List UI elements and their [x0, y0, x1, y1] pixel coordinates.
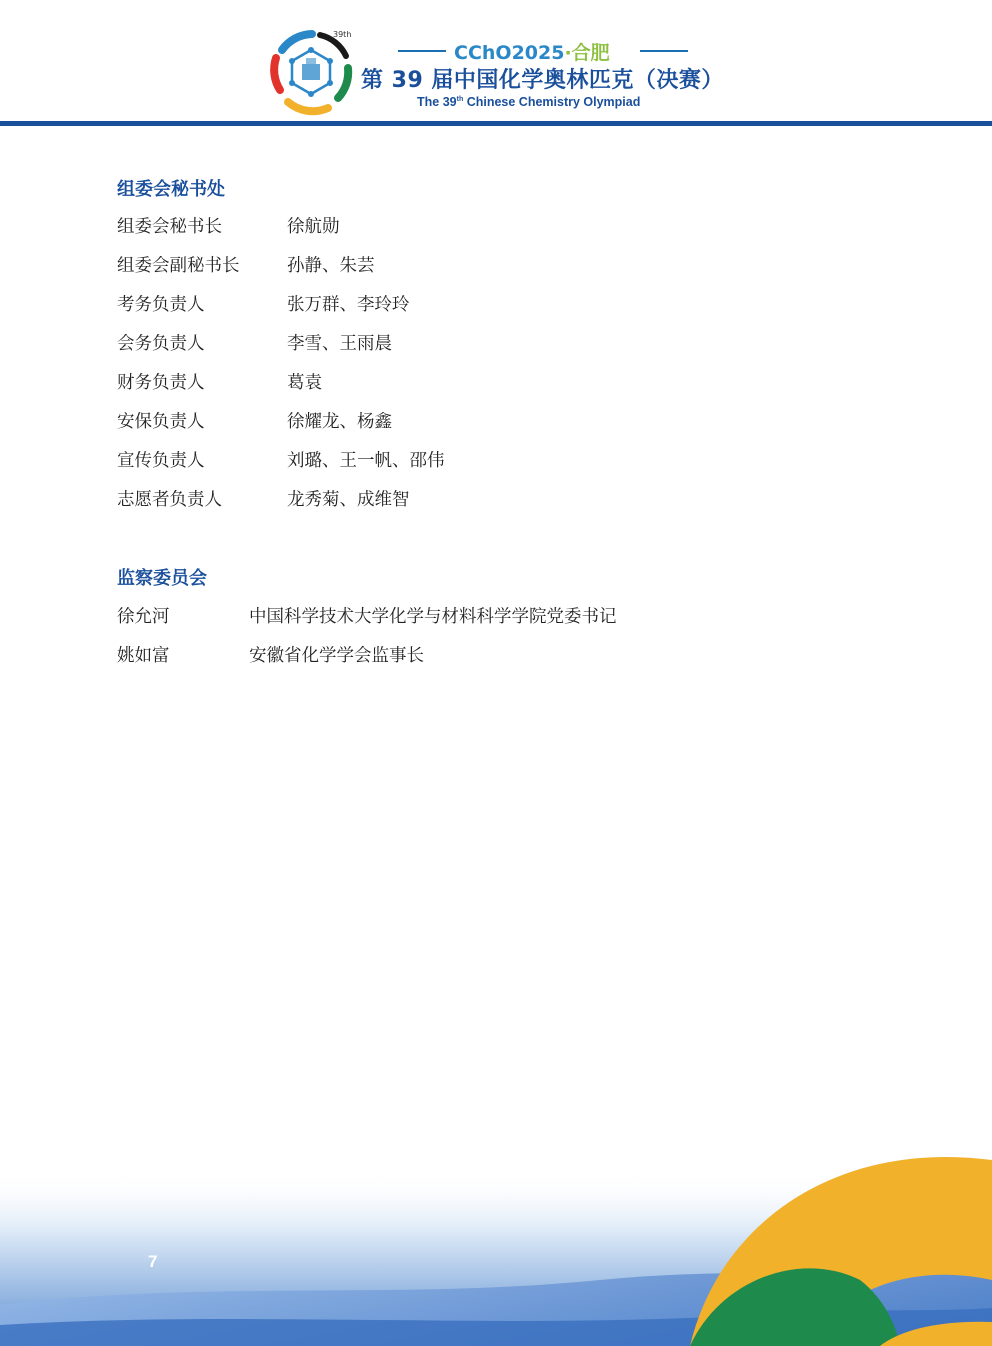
role-names: 孙静、朱芸	[287, 256, 375, 276]
role-label: 宣传负责人	[117, 451, 205, 471]
role-label: 财务负责人	[117, 373, 205, 393]
title-en	[417, 95, 640, 109]
member-name: 姚如富	[117, 646, 170, 666]
brand-dot: ·	[564, 42, 572, 64]
brand-dash-right	[640, 50, 688, 52]
role-names: 徐耀龙、杨鑫	[287, 412, 392, 432]
role-names: 徐航勋	[287, 217, 340, 237]
role-label: 组委会副秘书长	[117, 256, 240, 276]
secretariat-title: 组委会秘书处	[117, 179, 225, 200]
header-rule	[0, 121, 992, 126]
title-en-sup: th	[456, 95, 464, 103]
supervision-title: 监察委员会	[117, 568, 207, 589]
role-label: 组委会秘书长	[117, 217, 222, 237]
title-cn: 第 39 届中国化学奥林匹克（决赛）	[361, 68, 724, 93]
role-names: 刘璐、王一帆、邵伟	[287, 451, 445, 471]
role-names: 张万群、李玲玲	[287, 295, 410, 315]
member-position: 中国科学技术大学化学与材料科学学院党委书记	[249, 607, 617, 627]
brand-dash-left	[398, 50, 446, 52]
member-name: 徐允河	[117, 607, 170, 627]
ccho-logo	[266, 28, 356, 118]
member-position: 安徽省化学学会监事长	[249, 646, 424, 666]
title-en-pre: The 39	[417, 95, 457, 109]
page-number: 7	[148, 1252, 158, 1271]
role-label: 考务负责人	[117, 295, 205, 315]
role-label: 安保负责人	[117, 412, 205, 432]
brand-city: 合肥	[571, 42, 610, 64]
brand-prefix: CChO2025	[454, 42, 565, 64]
role-label: 会务负责人	[117, 334, 205, 354]
brand-line	[398, 38, 698, 64]
role-names: 龙秀菊、成维智	[287, 490, 410, 510]
footer-decoration	[0, 1130, 992, 1346]
role-names: 葛袁	[287, 373, 322, 393]
role-names: 李雪、王雨晨	[287, 334, 392, 354]
brand-text	[454, 38, 610, 65]
title-en-post: Chinese Chemistry Olympiad	[463, 95, 641, 109]
page-header	[0, 0, 992, 128]
logo-superscript: 39th	[333, 30, 352, 39]
role-label: 志愿者负责人	[117, 490, 222, 510]
